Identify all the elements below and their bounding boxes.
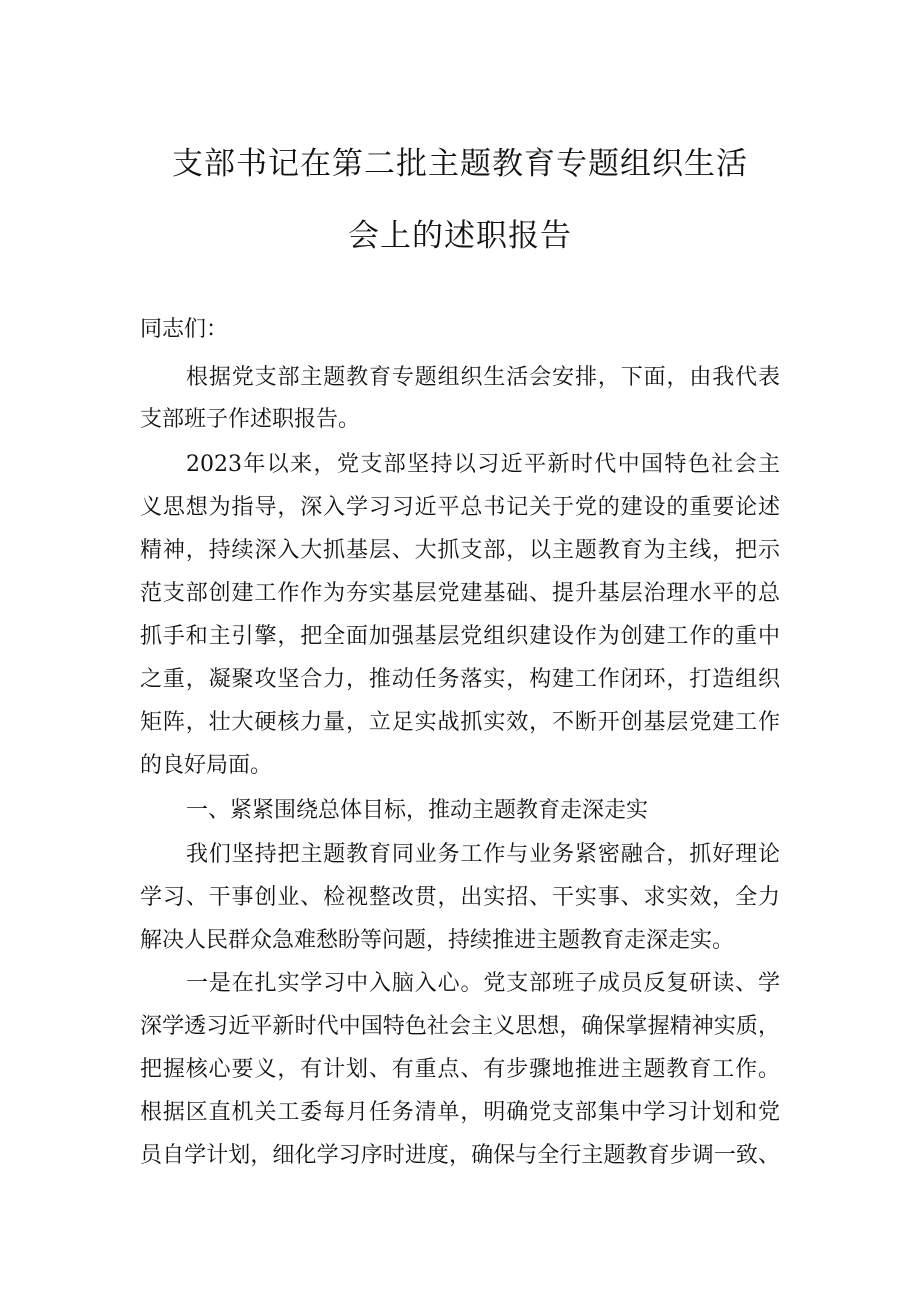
paragraph-line: 学习、干事创业、检视整改贯，出实招、干实事、求实效，全力 — [140, 885, 780, 910]
paragraph-line: 解决人民群众急难愁盼等问题，持续推进主题教育走深走实。 — [140, 928, 735, 953]
section-heading: 一、紧紧围绕总体目标，推动主题教育走深走实 — [186, 798, 649, 823]
document-title-line-1: 支部书记在第二批主题教育专题组织生活 — [172, 146, 748, 182]
paragraph-line: 员自学计划，细化学习序时进度，确保与全行主题教育步调一致、 — [140, 1143, 780, 1168]
paragraph-line: 矩阵，壮大硬核力量，立足实战抓实效，不断开创基层党建工作 — [140, 710, 780, 735]
paragraph-line: 深学透习近平新时代中国特色社会主义思想，确保掌握精神实质， — [140, 1014, 780, 1039]
paragraph-line: 抓手和主引擎，把全面加强基层党组织建设作为创建工作的重中 — [140, 624, 780, 649]
document-title-line-2: 会上的述职报告 — [348, 218, 572, 254]
paragraph-line: 根据党支部主题教育专题组织生活会安排，下面，由我代表 — [186, 365, 780, 390]
salutation: 同志们： — [140, 317, 229, 342]
paragraph-line: 把握核心要义，有计划、有重点、有步骤地推进主题教育工作。 — [140, 1057, 780, 1082]
paragraph-line: 义思想为指导，深入学习习近平总书记关于党的建设的重要论述 — [140, 495, 780, 520]
paragraph-line: 我们坚持把主题教育同业务工作与业务紧密融合，抓好理论 — [186, 842, 780, 867]
paragraph-line: 之重，凝聚攻坚合力，推动任务落实，构建工作闭环，打造组织 — [140, 667, 780, 692]
paragraph-line: 支部班子作述职报告。 — [140, 407, 361, 432]
paragraph-line: 精神，持续深入大抓基层、大抓支部，以主题教育为主线，把示 — [140, 538, 780, 563]
paragraph-line: 一是在扎实学习中入脑入心。党支部班子成员反复研读、学 — [186, 971, 780, 996]
paragraph-line: 根据区直机关工委每月任务清单，明确党支部集中学习计划和党 — [140, 1100, 780, 1125]
paragraph-line: 2023年以来，党支部坚持以习近平新时代中国特色社会主 — [186, 452, 780, 477]
paragraph-line: 范支部创建工作作为夯实基层党建基础、提升基层治理水平的总 — [140, 581, 780, 606]
paragraph-line: 的良好局面。 — [140, 753, 273, 778]
